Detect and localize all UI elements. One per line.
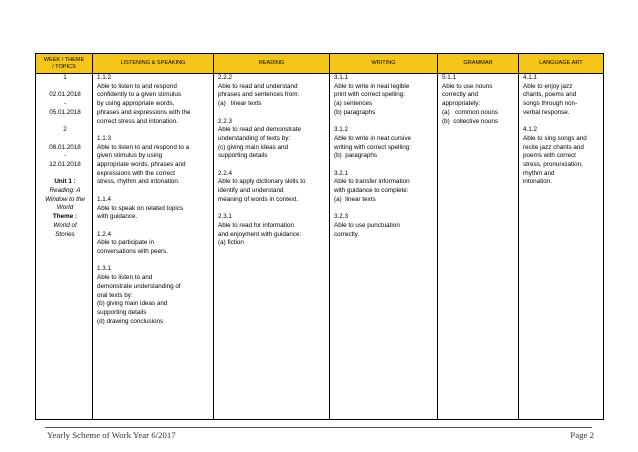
week-number: 1 bbox=[63, 74, 67, 81]
skill-entry: 1.3.1 Able to listen to and demonstrate understanding of oral texts by: (b) giving main ideas and supporting details (d) drawing conclusions bbox=[97, 265, 181, 325]
week-number: 2 bbox=[63, 126, 67, 134]
cell-listening-speaking bbox=[93, 74, 214, 420]
skill-entry: 4.1.2 Able to sing songs and recite jazz chants and poems with correct stress, pronunciation, rhythm and intonation. bbox=[523, 126, 587, 186]
skill-entry: 2.2.4 Able to apply dictionary skills to identify and understand meaning of words in context. bbox=[218, 169, 306, 203]
skill-entry: 1.1.3 Able to listen to and respond to a given stimulus by using appropriate words, phrases and expressions with the correct stress, rhythm and intonation. bbox=[97, 134, 190, 186]
date-end: 05.01.2018 bbox=[49, 108, 81, 116]
header-language-art: LANGUAGE ART bbox=[519, 54, 604, 74]
skill-entry: 3.2.1 Able to transfer information with guidance to complete: (a) linear texts bbox=[334, 169, 410, 203]
theme-label: Theme : bbox=[52, 213, 78, 221]
theme-title: World of Stories bbox=[53, 221, 77, 238]
skill-entry: 4.1.1 Able to enjoy jazz chants, poems and songs through non- verbal response. bbox=[523, 74, 578, 116]
cell-grammar bbox=[438, 74, 519, 420]
date-dash: - bbox=[63, 152, 67, 160]
skill-entry: 3.1.1 Able to write in neat legible print with correct spelling: (a) sentences (b) paragraphs bbox=[334, 74, 410, 116]
skill-entry: 2.3.1 Able to read for information and enjoyment with guidance: (a) fiction bbox=[218, 213, 302, 247]
skill-entry: 1.1.4 Able to speak on related topics with guidance. bbox=[97, 195, 184, 221]
date-dash: - bbox=[63, 100, 67, 108]
footer-document-title: Yearly Scheme of Work Year 6/2017 bbox=[47, 430, 176, 440]
footer-divider bbox=[45, 427, 592, 428]
date-start: 08.01.2018 bbox=[49, 143, 81, 151]
table-header-row bbox=[36, 54, 604, 74]
scheme-of-work-table bbox=[35, 53, 604, 420]
unit-label: Unit 1 : bbox=[54, 178, 76, 186]
header-writing: WRITING bbox=[330, 54, 438, 74]
header-listening-speaking: LISTENING & SPEAKING bbox=[93, 54, 214, 74]
cell-language-art bbox=[519, 74, 604, 420]
date-end: 12.01.2018 bbox=[49, 160, 81, 168]
skill-entry: 1.1.2 Able to listen to and respond confidently to a given stimulus by using appropriate words, phrases and expressions with the correct stress and intonation. bbox=[97, 74, 191, 125]
footer-page-number: Page 2 bbox=[570, 430, 594, 440]
cell-week-theme bbox=[36, 74, 93, 420]
skill-entry: 2.2.2 Able to read and understand phrases and sentences from: (a) linear texts bbox=[218, 74, 300, 108]
header-grammar: GRAMMAR bbox=[438, 54, 519, 74]
cell-reading bbox=[214, 74, 330, 420]
skill-entry: 2.2.3 Able to read and demonstrate understanding of texts by: (c) giving main ideas and supporting details bbox=[218, 117, 301, 160]
header-week-theme: WEEK / THEME / TOPICS bbox=[36, 54, 93, 74]
skill-entry: 1.2.4 Able to participate in conversations with peers. bbox=[97, 230, 169, 256]
unit-title: Reading: A Window to the World bbox=[45, 187, 85, 212]
cell-writing bbox=[330, 74, 438, 420]
date-start: 02.01.2018 bbox=[49, 91, 81, 99]
skill-entry: 3.1.2 Able to write in neat cursive writing with correct spelling: (b) paragraphs bbox=[334, 126, 411, 160]
header-reading: READING bbox=[214, 54, 330, 74]
skill-entry: 3.2.3 Able to use punctuation correctly. bbox=[334, 213, 400, 238]
skill-entry: 5.1.1 Able to use nouns correctly and appropriately: (a) common nouns (b) collective nouns bbox=[442, 74, 498, 125]
table-row bbox=[36, 74, 604, 420]
